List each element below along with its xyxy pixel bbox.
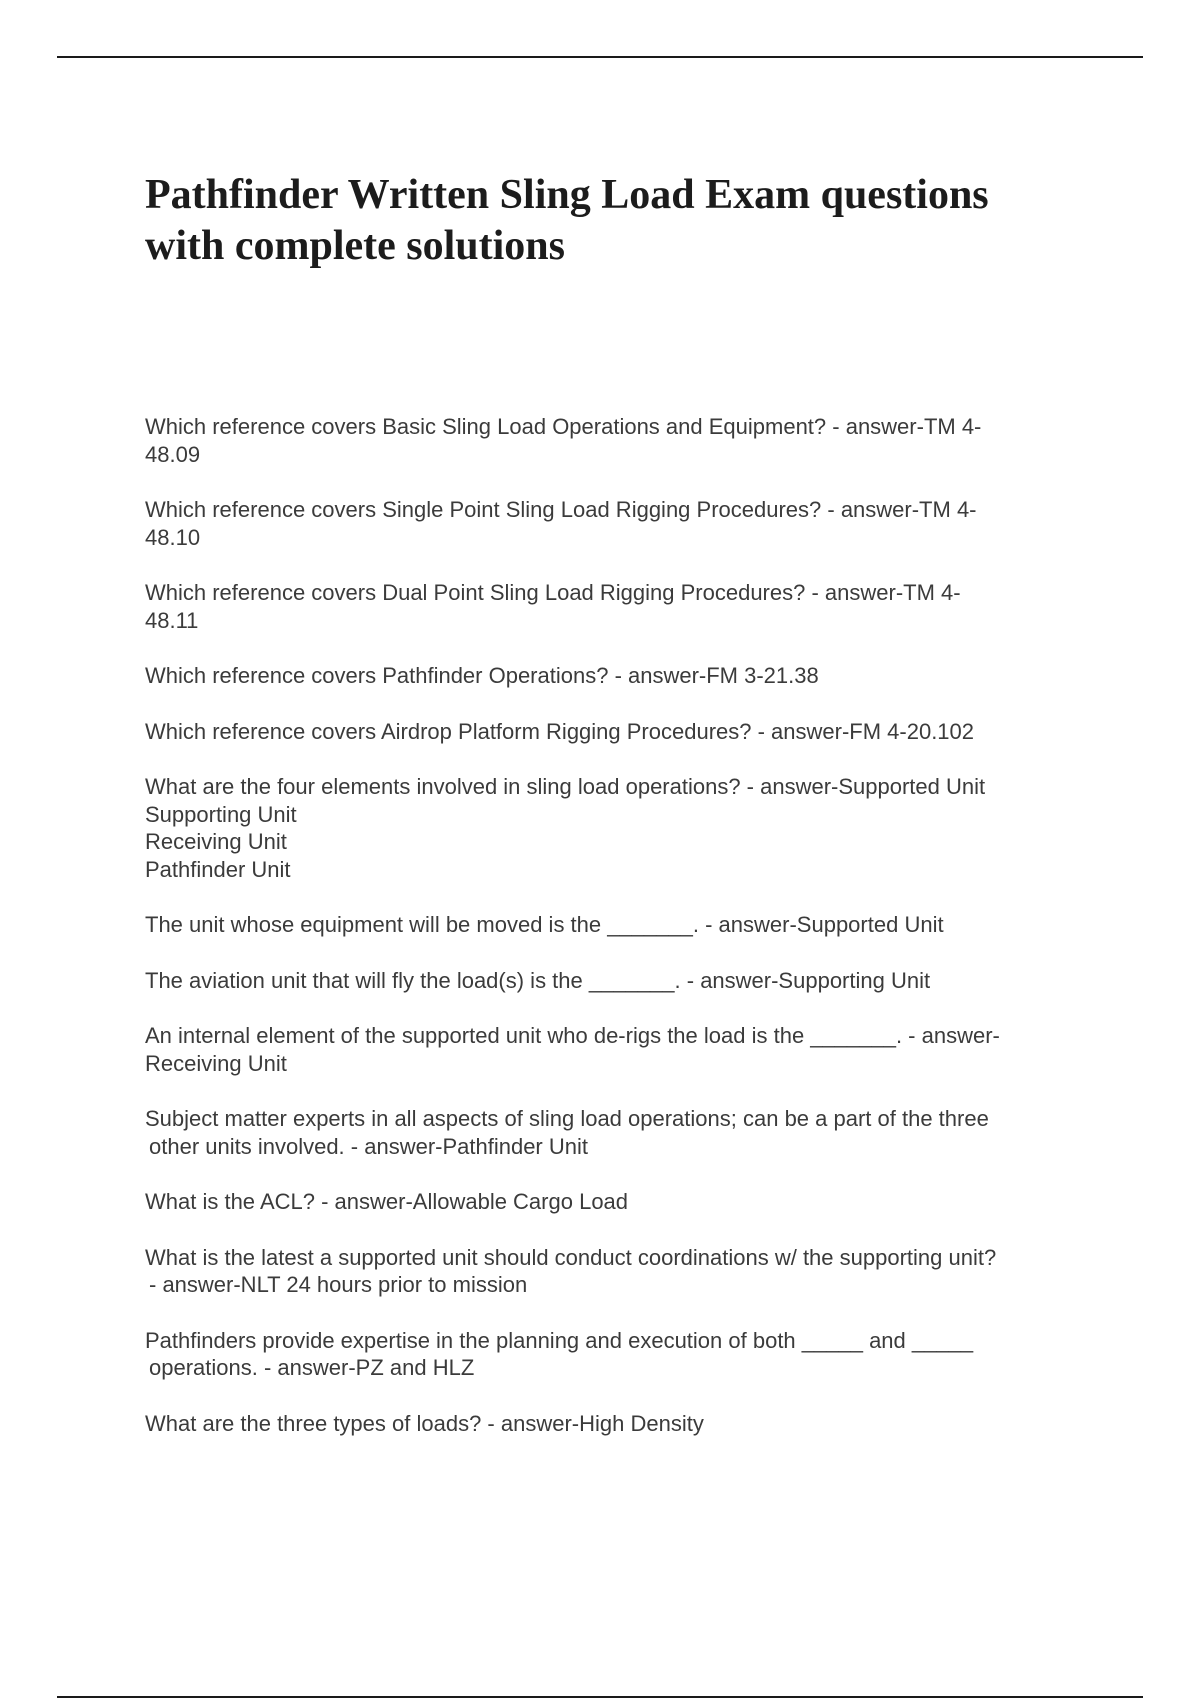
qa-item xyxy=(145,718,1085,746)
qa-line: Which reference covers Basic Sling Load Operations and Equipment? - answer-TM 4- xyxy=(145,414,982,439)
qa-line: Receiving Unit xyxy=(145,1050,287,1076)
qa-item xyxy=(145,579,1085,634)
qa-item xyxy=(145,911,1085,939)
qa-item xyxy=(145,1188,1085,1216)
qa-line: other units involved. - answer-Pathfinder Unit xyxy=(149,1133,588,1159)
qa-line: operations. - answer-PZ and HLZ xyxy=(149,1355,475,1380)
qa-item xyxy=(145,1410,1085,1438)
bottom-rule xyxy=(57,1696,1143,1698)
qa-line: Which reference covers Dual Point Sling Load Rigging Procedures? - answer-TM 4- xyxy=(145,580,961,605)
qa-line: Pathfinders provide expertise in the planning and execution of both _____ and _____ xyxy=(145,1327,974,1353)
top-rule xyxy=(57,56,1143,58)
qa-line: Which reference covers Single Point Sling Load Rigging Procedures? - answer-TM 4- xyxy=(145,497,977,522)
qa-line: Subject matter experts in all aspects of sling load operations; can be a part of the three xyxy=(145,1106,989,1131)
qa-line: An internal element of the supported unit who de-rigs the load is the _______. - answer- xyxy=(145,1023,1000,1048)
qa-line: Which reference covers Pathfinder Operations? - answer-FM 3-21.38 xyxy=(145,663,819,688)
qa-item xyxy=(145,496,1085,551)
qa-line: 48.11 xyxy=(145,607,199,633)
qa-line: Pathfinder Unit xyxy=(145,856,291,882)
qa-line: Which reference covers Airdrop Platform Rigging Procedures? - answer-FM 4-20.102 xyxy=(145,718,975,744)
page-title xyxy=(145,170,1095,272)
qa-item xyxy=(145,413,1085,468)
title-line: with complete solutions xyxy=(145,223,565,269)
qa-line: 48.10 xyxy=(145,524,201,550)
title-line: Pathfinder Written Sling Load Exam questions xyxy=(145,172,989,218)
qa-line: What are the four elements involved in sling load operations? - answer-Supported Unit xyxy=(145,774,986,799)
qa-item xyxy=(145,773,1085,883)
qa-line: The unit whose equipment will be moved is the _______. - answer-Supported Unit xyxy=(145,912,944,937)
qa-line: The aviation unit that will fly the load(s) is the _______. - answer-Supporting Unit xyxy=(145,967,931,993)
qa-item xyxy=(145,1105,1085,1160)
qa-line: Receiving Unit xyxy=(145,829,287,854)
qa-line: Supporting Unit xyxy=(145,801,297,827)
qa-item xyxy=(145,1327,1085,1382)
qa-item xyxy=(145,1244,1085,1299)
qa-line: What is the ACL? - answer-Allowable Cargo Load xyxy=(145,1189,629,1214)
qa-item xyxy=(145,967,1085,995)
qa-line: What are the three types of loads? - answer-High Density xyxy=(145,1410,704,1436)
qa-item xyxy=(145,662,1085,690)
qa-list xyxy=(145,413,1085,1465)
qa-line: - answer-NLT 24 hours prior to mission xyxy=(149,1272,528,1297)
qa-line: 48.09 xyxy=(145,441,201,467)
qa-line: What is the latest a supported unit should conduct coordinations w/ the supporting unit? xyxy=(145,1244,997,1270)
qa-item xyxy=(145,1022,1085,1077)
